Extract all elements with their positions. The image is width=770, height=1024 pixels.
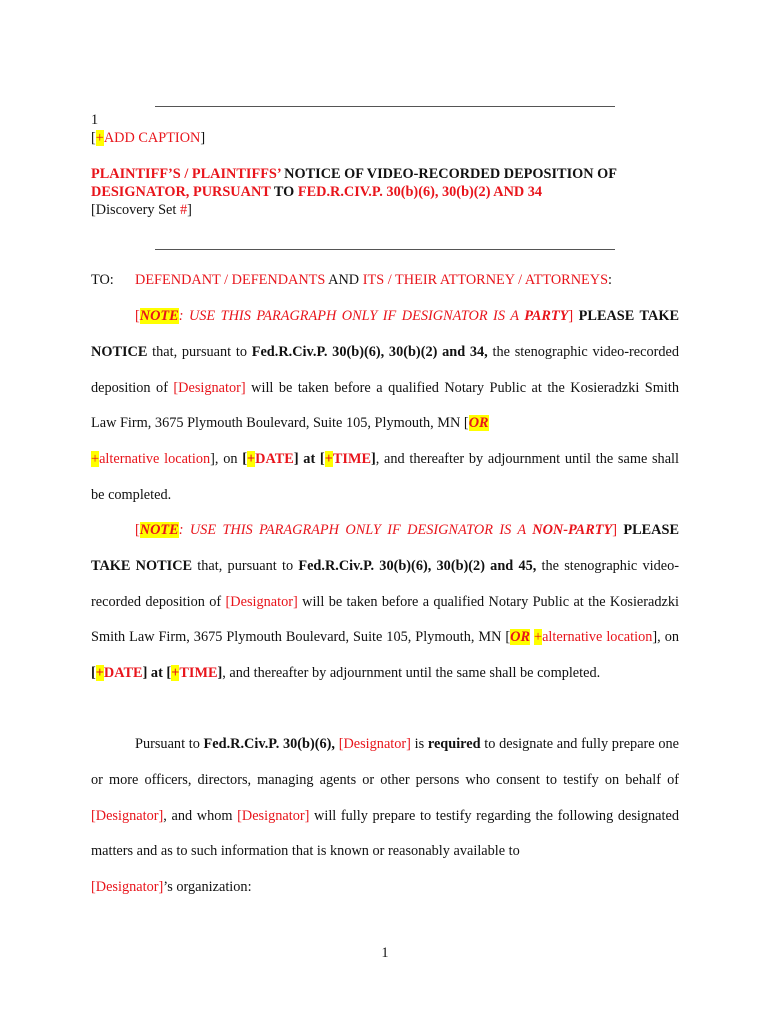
p2-instruction: : USE THIS PARAGRAPH ONLY IF DESIGNATOR IS A: [178, 522, 533, 538]
p1-at: ] at [: [293, 451, 325, 468]
p1-text3: will be taken before a qualified Notary Public at the Kosieradzki Smith Law Firm, 3675 Plymouth Boulevard, Suite 105, Plymouth, MN [: [91, 379, 679, 432]
p3-text2: is: [410, 736, 428, 752]
p3-text4: , and whom: [163, 807, 238, 824]
paragraph-non-party: [91, 513, 679, 692]
p2-date: DATE: [103, 665, 143, 682]
p2-date-open: [: [91, 665, 96, 682]
p2-text1: that, pursuant to: [192, 557, 299, 574]
title-rule: FED.R.CIV.P. 30(b)(6), 30(b)(2) AND 34: [297, 184, 543, 200]
p1-date-plus: +: [247, 451, 256, 468]
discovery-hash: #: [179, 202, 188, 218]
to-defendants: DEFENDANT / DEFENDANTS: [135, 272, 326, 288]
discovery-pre: [Discovery Set: [91, 202, 180, 218]
discovery-post: ]: [187, 202, 192, 218]
p2-date-plus: +: [95, 665, 104, 682]
p1-please-take-notice: PLEASE TAKE NOTICE: [91, 308, 679, 360]
p3-designator-4: [Designator]: [91, 879, 164, 896]
to-label: TO:: [91, 272, 114, 288]
p1-time-close: ]: [370, 451, 376, 468]
p2-text3: will be taken before a qualified Notary Public at the Kosieradzki Smith Law Firm, 3675 Plymouth Boulevard, Suite 105, Plymouth, MN [: [91, 593, 679, 646]
p1-or: OR: [468, 415, 489, 432]
p2-alt-location: alternative location: [542, 629, 653, 646]
caption-placeholder: [91, 130, 205, 147]
p2-close-bracket: ]: [612, 522, 617, 538]
caption-plus-marker: +: [95, 130, 104, 146]
p1-open-bracket: [: [135, 308, 140, 324]
p1-text2: the stenographic video-recorded deposition of: [91, 343, 680, 396]
title-to: TO: [270, 184, 298, 200]
p1-note: NOTE: [139, 308, 179, 324]
p3-required: required: [427, 736, 481, 752]
p1-close-bracket: ]: [568, 308, 574, 324]
p2-open-bracket: [: [135, 522, 140, 538]
to-and: AND: [325, 272, 363, 288]
p2-text4: ], on: [652, 629, 679, 646]
p1-date: DATE: [255, 451, 294, 468]
p3-rule: Fed.R.Civ.P. 30(b)(6),: [203, 736, 335, 752]
paragraph-party: [91, 299, 679, 514]
to-colon: :: [608, 272, 613, 288]
p2-text2: the stenographic video-recorded deposition of: [91, 557, 680, 610]
page-number: 1: [381, 945, 389, 961]
p2-non-party: NON-PARTY: [532, 522, 613, 538]
p1-designator: [Designator]: [173, 379, 246, 396]
discovery-set: [91, 202, 192, 219]
p1-date-open: [: [242, 451, 247, 468]
p1-text1: that, pursuant to: [147, 343, 252, 360]
p1-instruction: : USE THIS PARAGRAPH ONLY IF DESIGNATOR IS A: [178, 308, 525, 324]
p1-rule: Fed.R.Civ.P. 30(b)(6), 30(b)(2) and 34,: [251, 343, 488, 360]
p3-designator-2: [Designator]: [91, 807, 164, 824]
caption-close: ]: [200, 130, 206, 146]
p2-time: TIME: [179, 665, 218, 682]
p1-text4: ], on: [210, 451, 243, 468]
p3-text5: will fully prepare to testify regarding the following designated matters and as to such information that is known or reasonably available to: [91, 807, 679, 860]
to-attorneys: ITS / THEIR ATTORNEY / ATTORNEYS: [362, 272, 609, 288]
p2-alt-plus: +: [533, 629, 543, 646]
second-rule: [155, 249, 615, 250]
p1-alt-location: alternative location: [99, 451, 211, 468]
p2-please-take-notice: PLEASE TAKE NOTICE: [91, 522, 679, 574]
p1-time: TIME: [332, 451, 371, 468]
caption-open: [: [91, 130, 96, 146]
paragraph-designation: [91, 727, 679, 906]
title-notice: NOTICE OF VIDEO-RECORDED DEPOSITION OF: [280, 166, 618, 182]
p3-text1: Pursuant to: [135, 736, 204, 752]
p3-designator-3: [Designator]: [237, 807, 310, 824]
p2-note: NOTE: [139, 522, 179, 538]
p3-designator-1: [Designator]: [338, 736, 411, 752]
p1-time-plus: +: [324, 451, 333, 468]
top-rule: [155, 106, 615, 107]
p1-party: PARTY: [524, 308, 569, 324]
title-plaintiff: PLAINTIFF’S / PLAINTIFFS’: [91, 166, 281, 182]
document-title: [91, 165, 691, 201]
p2-or: OR: [510, 629, 531, 646]
p2-time-close: ]: [217, 665, 223, 682]
title-designator: DESIGNATOR, PURSUANT: [91, 184, 271, 200]
p2-at: ] at [: [142, 665, 172, 682]
p2-time-plus: +: [171, 665, 180, 682]
p1-text5: , and thereafter by adjournment until the same shall be completed.: [91, 451, 679, 503]
line-number: 1: [91, 112, 99, 128]
p2-designator: [Designator]: [225, 593, 298, 610]
p3-text3: to designate and fully prepare one or more officers, directors, managing agents or other persons who consent to testify on behalf of: [91, 736, 679, 788]
caption-text: ADD CAPTION: [103, 130, 201, 146]
p2-rule: Fed.R.Civ.P. 30(b)(6), 30(b)(2) and 45,: [298, 557, 537, 574]
p2-text5: , and thereafter by adjournment until the same shall be completed.: [222, 665, 601, 682]
to-line: [91, 272, 612, 289]
p1-alt-plus: +: [91, 451, 100, 468]
p3-text6: ’s organization:: [163, 879, 252, 896]
